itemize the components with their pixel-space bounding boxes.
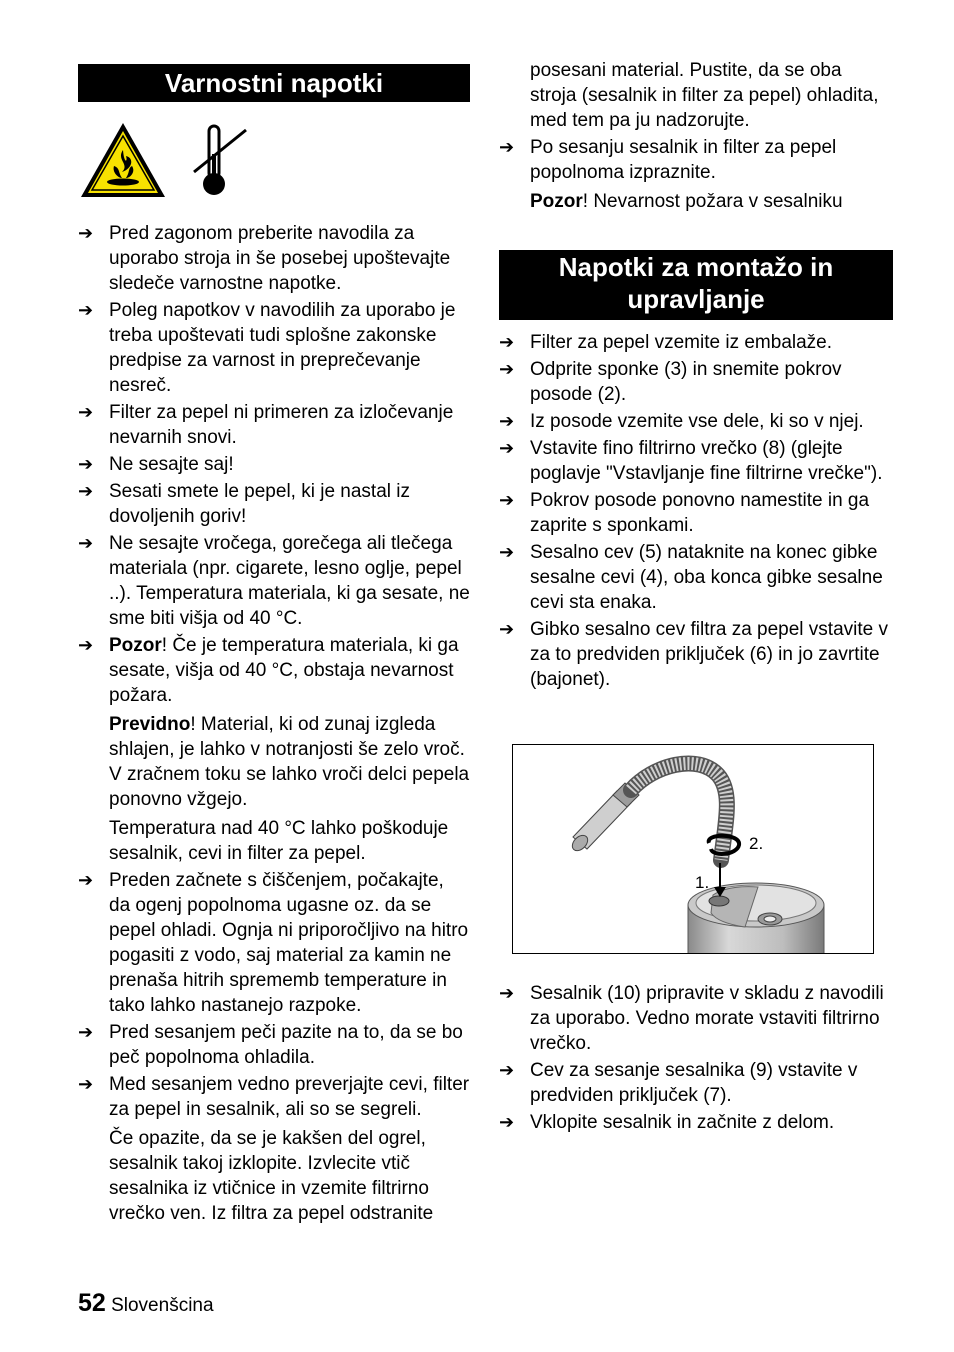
fire-warning-icon: [78, 120, 168, 200]
warning-icons: [78, 121, 470, 219]
arrow-icon: ➔: [499, 411, 515, 431]
page-footer: [78, 1291, 214, 1318]
arrow-icon: ➔: [78, 454, 94, 474]
arrow-icon: ➔: [499, 137, 515, 157]
arrow-icon: ➔: [499, 542, 515, 562]
list-item: ➔ Ne sesajte saj!: [78, 454, 234, 475]
arrow-icon: ➔: [499, 438, 515, 458]
arrow-icon: ➔: [499, 332, 515, 352]
arrow-icon: ➔: [78, 402, 94, 422]
list-item: ➔ Med sesanjem vedno preverjajte cevi, filter za pepel in sesalnik, ali so se segreli.: [78, 1074, 470, 1120]
arrow-icon: ➔: [499, 1060, 515, 1080]
previdno-label: Previdno: [109, 714, 191, 735]
note-pozor-fire: Pozor! Nevarnost požara v sesalniku: [530, 191, 843, 212]
pozor-label: Pozor: [530, 191, 583, 212]
list-item: ➔ Filter za pepel vzemite iz embalaže.: [499, 332, 833, 353]
hose-attachment-illustration: [513, 745, 873, 953]
arrow-icon: ➔: [78, 300, 94, 320]
list-item: ➔ Poleg napotkov v navodilih za uporabo je treba upoštevati tudi splošne zakonske predpise za varnost in preprečevanje nesreč.: [78, 300, 456, 396]
page-number: 52: [78, 1289, 106, 1317]
footer-language: Slovenšcina: [111, 1295, 214, 1316]
list-item: ➔ Vstavite fino filtrirno vrečko (8) (glejte poglavje "Vstavljanje fine filtrirne vrečke").: [499, 438, 883, 484]
list-item: ➔ Iz posode vzemite vse dele, ki so v njej.: [499, 411, 864, 432]
right-column: [499, 58, 893, 692]
arrow-icon: ➔: [78, 870, 94, 890]
section-heading-assembly: Napotki za montažo in upravljanje: [499, 250, 893, 320]
list-item: ➔ Pred sesanjem peči pazite na to, da se bo peč popolnoma ohladila.: [78, 1022, 463, 1068]
arrow-icon: ➔: [499, 619, 515, 639]
arrow-icon: ➔: [78, 1022, 94, 1042]
arrow-icon: ➔: [499, 490, 515, 510]
arrow-icon: ➔: [78, 635, 94, 655]
note-overheat: Če opazite, da se je kakšen del ogrel, sesalnik takoj izklopite. Izvlecite vtič sesalnika iz vtičnice in vzemite filtrirno vrečko ven. Iz filtra za pepel odstranite: [109, 1128, 434, 1224]
temperature-limit-icon: [186, 120, 250, 200]
list-item: ➔ Ne sesajte vročega, gorečega ali tlečega materiala (npr. cigarete, lesno oglje, pepel ..). Temperatura materiala, ki ga sesate, ne sme biti višja od 40 °C.: [78, 533, 470, 629]
arrow-icon: ➔: [499, 983, 515, 1003]
arrow-icon: ➔: [78, 1074, 94, 1094]
list-item: ➔ Pokrov posode ponovno namestite in ga zaprite s sponkami.: [499, 490, 870, 536]
continuation-text: posesani material. Pustite, da se oba stroja (sesalnik in filter za pepel) ohladita, med tem pa ju nadzorujte.: [530, 60, 879, 131]
list-item-warning: ➔ Pozor! Če je temperatura materiala, ki ga sesate, višja od 40 °C, obstaja nevarnost požara.: [78, 635, 459, 706]
list-item: ➔ Sesati smete le pepel, ki je nastal iz dovoljenih goriv!: [78, 481, 410, 527]
list-item: ➔ Vklopite sesalnik in začnite z delom.: [499, 1112, 835, 1133]
note-temperature: Temperatura nad 40 °C lahko poškoduje sesalnik, cevi in filter za pepel.: [109, 818, 449, 864]
arrow-icon: ➔: [499, 1112, 515, 1132]
arrow-icon: ➔: [78, 533, 94, 553]
list-item: ➔ Odprite sponke (3) in snemite pokrov posode (2).: [499, 359, 842, 405]
list-item: ➔ Preden začnete s čiščenjem, počakajte, da ogenj popolnoma ugasne oz. da se pepel ohladi. Ognja ni priporočljivo na hitro pogasiti z vodo, saj material za kamin ne prenaša hitrih sprememb temperature in tako lahko nastanejo razpoke.: [78, 870, 469, 1016]
left-column: [78, 64, 470, 1226]
arrow-icon: ➔: [78, 223, 94, 243]
step-1-label: 1.: [695, 873, 710, 892]
list-item: ➔ Filter za pepel ni primeren za izločevanje nevarnih snovi.: [78, 402, 454, 448]
list-item: ➔ Po sesanju sesalnik in filter za pepel popolnoma izpraznite.: [499, 137, 837, 183]
list-item: ➔ Sesalnik (10) pripravite v skladu z navodili za uporabo. Vedno morate vstaviti filtrirno vrečko.: [499, 983, 884, 1054]
arrow-icon: ➔: [499, 359, 515, 379]
note-previdno: Previdno! Material, ki od zunaj izgleda shlajen, je lahko v notranjosti še zelo vroč. V zračnem toku se lahko vroči delci pepela ponovno vžgejo.: [109, 714, 470, 810]
list-item: ➔ Pred zagonom preberite navodila za uporabo stroja in še posebej upoštevajte sledeče varnostne napotke.: [78, 223, 451, 294]
assembly-figure: [512, 744, 874, 954]
list-item: ➔ Sesalno cev (5) nataknite na konec gibke sesalne cevi (4), oba konca gibke sesalne cevi sta enaka.: [499, 542, 883, 613]
list-item: ➔ Gibko sesalno cev filtra za pepel vstavite v za to predviden priključek (6) in jo zavrtite (bajonet).: [499, 619, 889, 690]
pozor-label: Pozor: [109, 635, 162, 656]
list-item: ➔ Cev za sesanje sesalnika (9) vstavite v predviden priključek (7).: [499, 1060, 858, 1106]
right-column-lower: [499, 979, 893, 1135]
arrow-icon: ➔: [78, 481, 94, 501]
section-heading-safety: Varnostni napotki: [78, 64, 470, 102]
step-2-label: 2.: [749, 834, 764, 853]
